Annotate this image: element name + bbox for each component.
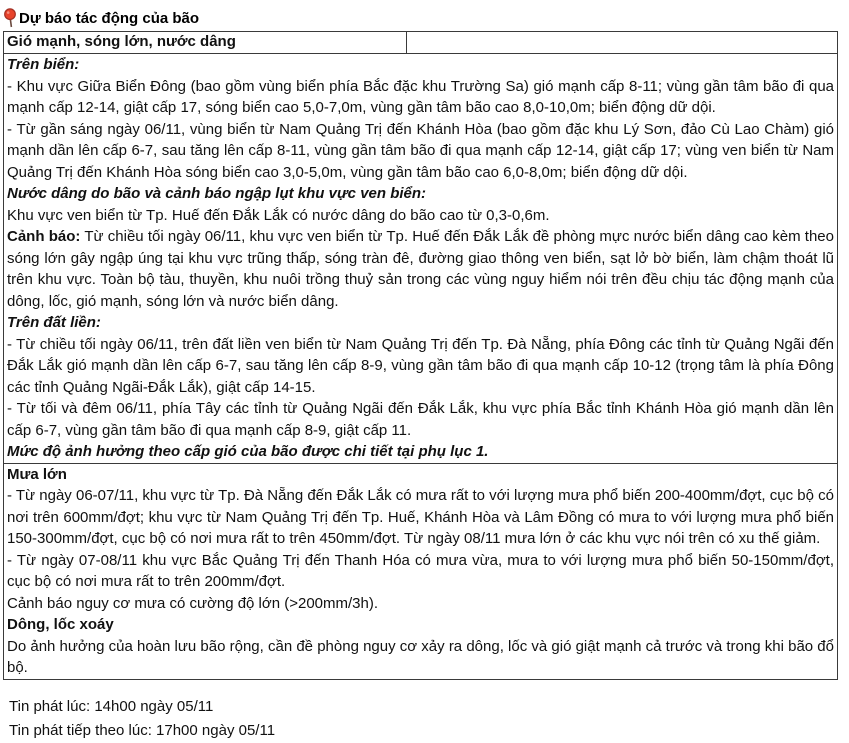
wind-section-row xyxy=(4,54,838,464)
wind-section-cell xyxy=(4,54,838,464)
rain-section-row xyxy=(4,463,838,679)
warning-label: Cảnh báo: xyxy=(7,228,81,245)
heading-surge: Nước dâng do bão và cảnh báo ngập lụt khu vực ven biển: xyxy=(7,185,427,202)
sea-paragraph-2: - Từ gần sáng ngày 06/11, vùng biển từ Nam Quảng Trị đến Khánh Hòa (bao gồm đặc khu Lý Sơn, đảo Cù Lao Chàm) gió mạnh dần lên cấp 6-7, sau tăng lên cấp 8-11, vùng gần tâm bão đi qua mạnh cấp 12-14, giật cấp 17; vùng ven biển từ Nam Quảng Trị đến Khánh Hòa sóng biển cao 3,0-5,0m, vùng gần tâm bão cao 6,0-8,0m; biển động dữ dội. xyxy=(7,120,834,181)
sea-paragraph-1: - Khu vực Giữa Biển Đông (bao gồm vùng biển phía Bắc đặc khu Trường Sa) gió mạnh cấp 8-11; vùng gần tâm bão đi qua mạnh cấp 12-14, giật cấp 17, sóng biển cao 5,0-7,0m, vùng gần tâm bão cao 8,0-10,0m; biển động dữ dội. xyxy=(7,77,834,116)
impact-note: Mức độ ảnh hưởng theo cấp gió của bão được chi tiết tại phụ lục 1. xyxy=(7,443,489,460)
warning-paragraph xyxy=(7,226,834,312)
rain-warning: Cảnh báo nguy cơ mưa có cường độ lớn (>200mm/3h). xyxy=(7,594,379,612)
issued-time-line: Tin phát lúc: 14h00 ngày 05/11 xyxy=(9,697,214,715)
warning-text: Từ chiều tối ngày 06/11, khu vực ven biển từ Tp. Huế đến Đắk Lắk đề phòng mực nước biển dâng cao kèm theo sóng lớn gây ngập úng tại khu vực trũng thấp, sóng tràn đê, đường giao thông ven biển, sạt lở bờ biển, làm chậm thoát lũ trên khu vực. Toàn bộ tàu, thuyền, khu nuôi trồng thuỷ sản trong các vùng nguy hiểm nói trên đều chịu tác động mạnh của dông, lốc, gió mạnh, sóng lớn và nước biển dâng. xyxy=(7,228,834,310)
tornado-paragraph: Do ảnh hưởng của hoàn lưu bão rộng, cần đề phòng nguy cơ xảy ra dông, lốc và gió giật mạnh cả trước và trong khi bão đổ bộ. xyxy=(7,637,834,676)
map-pin-icon xyxy=(3,8,17,28)
bulletin-footer xyxy=(9,695,849,743)
next-issue-line: Tin phát tiếp theo lúc: 17h00 ngày 05/11 xyxy=(9,721,276,739)
header-cell-empty xyxy=(407,32,838,54)
table-header-row xyxy=(4,32,838,54)
rain-paragraph-1: - Từ ngày 06-07/11, khu vực từ Tp. Đà Nẵng đến Đắk Lắk có mưa rất to với lượng mưa phổ biến 200-400mm/đợt, cục bộ có nơi trên 600mm/đợt; khu vực từ Nam Quảng Trị đến Tp. Huế, Khánh Hòa và Lâm Đồng có mưa to với lượng mưa phổ biến 150-300mm/đợt, cục bộ có nơi mưa rất to trên 450mm/đợt. Từ ngày 08/11 mưa lớn ở các khu vực nói trên có xu thế giảm. xyxy=(7,487,834,547)
page-title: Dự báo tác động của bão xyxy=(19,9,200,27)
heading-land: Trên đất liền: xyxy=(7,314,101,331)
heading-sea: Trên biển: xyxy=(7,56,80,73)
rain-section-cell xyxy=(4,463,838,679)
page-title-row xyxy=(0,0,849,31)
land-paragraph-2: - Từ tối và đêm 06/11, phía Tây các tỉnh từ Quảng Ngãi đến Đắk Lắk, khu vực phía Bắc tỉnh Khánh Hòa gió mạnh dần lên cấp 6-7, vùng gần tâm bão đi qua mạnh cấp 8-9, giật cấp 11. xyxy=(7,400,834,439)
header-cell-wind: Gió mạnh, sóng lớn, nước dâng xyxy=(4,32,407,54)
heading-rain: Mưa lớn xyxy=(7,465,67,483)
rain-paragraph-2: - Từ ngày 07-08/11 khu vực Bắc Quảng Trị đến Thanh Hóa có mưa vừa, mưa to với lượng mưa phổ biến 50-150mm/đợt, cục bộ có nơi mưa rất to trên 200mm/đợt. xyxy=(7,551,834,590)
forecast-table xyxy=(3,31,838,680)
land-paragraph-1: - Từ chiều tối ngày 06/11, trên đất liền ven biển từ Nam Quảng Trị đến Tp. Đà Nẵng, phía Đông các tỉnh từ Quảng Ngãi đến Đắk Lắk gió mạnh dần lên cấp 6-7, sau tăng lên cấp 8-9, vùng gần tâm bão đi qua mạnh cấp 10-12 (trọng tâm là phía Đông các tỉnh Quảng Ngãi-Đắk Lắk), giật cấp 14-15. xyxy=(7,335,834,396)
heading-tornado: Dông, lốc xoáy xyxy=(7,616,114,633)
surge-paragraph: Khu vực ven biển từ Tp. Huế đến Đắk Lắk có nước dâng do bão cao từ 0,3-0,6m. xyxy=(7,206,550,224)
